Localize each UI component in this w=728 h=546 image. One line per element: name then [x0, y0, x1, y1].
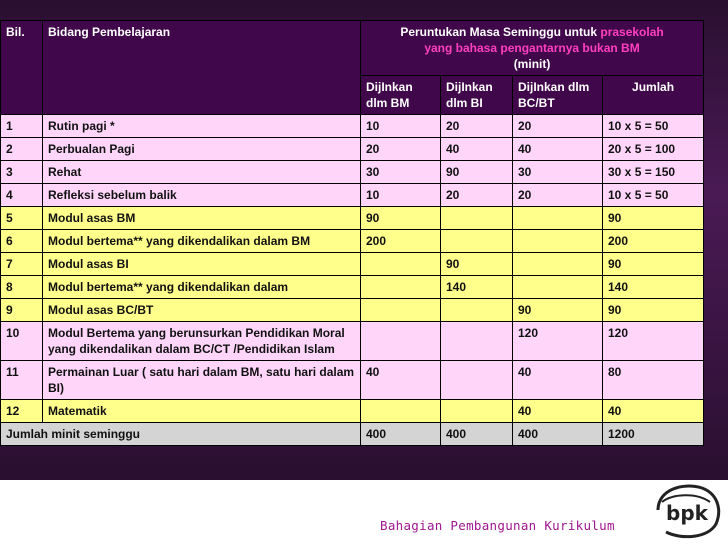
- subheader-bc: DijInkan dlm BC/BT: [513, 76, 603, 115]
- schedule-table: [0, 20, 704, 446]
- table-row: [1, 207, 704, 230]
- cell-bil: 3: [1, 161, 43, 184]
- cell-bm: 10: [361, 184, 441, 207]
- cell-bidang: Rutin pagi *: [43, 115, 361, 138]
- cell-jumlah: 90: [603, 299, 704, 322]
- table-row: [1, 400, 704, 423]
- cell-bc: 120: [513, 322, 603, 361]
- footer-text: Bahagian Pembangunan Kurikulum: [380, 518, 615, 533]
- cell-bc: 30: [513, 161, 603, 184]
- logo-text: bpk: [666, 501, 708, 525]
- subheader-bi: DijInkan dlm BI: [441, 76, 513, 115]
- header-peruntukan: [361, 21, 704, 76]
- cell-bc: 40: [513, 138, 603, 161]
- cell-bm: 20: [361, 138, 441, 161]
- cell-jumlah: 30 x 5 = 150: [603, 161, 704, 184]
- cell-jumlah: 80: [603, 361, 704, 400]
- cell-bidang: Modul bertema** yang dikendalikan dalam: [43, 276, 361, 299]
- cell-bi: 20: [441, 115, 513, 138]
- cell-jumlah: 120: [603, 322, 704, 361]
- table-header-row: [1, 21, 704, 76]
- cell-bidang: Permainan Luar ( satu hari dalam BM, satu hari dalam BI): [43, 361, 361, 400]
- header-peruntukan-prefix: Peruntukan Masa Seminggu untuk: [400, 25, 598, 39]
- table-row: [1, 115, 704, 138]
- cell-jumlah: 10 x 5 = 50: [603, 115, 704, 138]
- cell-jumlah: 90: [603, 253, 704, 276]
- header-peruntukan-bahasa: yang bahasa pengantarnya bukan BM: [424, 41, 640, 55]
- cell-bil: 1: [1, 115, 43, 138]
- cell-bil: 10: [1, 322, 43, 361]
- cell-bc: 40: [513, 361, 603, 400]
- cell-bm: 90: [361, 207, 441, 230]
- table-row: [1, 361, 704, 400]
- cell-bi: 40: [441, 138, 513, 161]
- cell-bi: [441, 361, 513, 400]
- cell-bidang: Matematik: [43, 400, 361, 423]
- cell-bm: 200: [361, 230, 441, 253]
- cell-bil: 9: [1, 299, 43, 322]
- cell-jumlah: 200: [603, 230, 704, 253]
- table-row: [1, 161, 704, 184]
- cell-bidang: Rehat: [43, 161, 361, 184]
- cell-bi: [441, 322, 513, 361]
- subheader-jumlah: Jumlah: [603, 76, 704, 115]
- cell-bi: [441, 230, 513, 253]
- cell-bm: 10: [361, 115, 441, 138]
- cell-bm: [361, 276, 441, 299]
- cell-bi: 20: [441, 184, 513, 207]
- table-row: [1, 299, 704, 322]
- cell-bc: [513, 230, 603, 253]
- cell-bil: 8: [1, 276, 43, 299]
- cell-jumlah: 140: [603, 276, 704, 299]
- subheader-bm: DijInkan dlm BM: [361, 76, 441, 115]
- cell-bil: 11: [1, 361, 43, 400]
- cell-bil: 12: [1, 400, 43, 423]
- cell-bidang: Perbualan Pagi: [43, 138, 361, 161]
- cell-jumlah: 10 x 5 = 50: [603, 184, 704, 207]
- cell-bidang: Modul asas BC/BT: [43, 299, 361, 322]
- cell-bidang: Modul bertema** yang dikendalikan dalam BM: [43, 230, 361, 253]
- table-row: [1, 253, 704, 276]
- cell-bi: [441, 207, 513, 230]
- table-row: [1, 138, 704, 161]
- cell-jumlah: 20 x 5 = 100: [603, 138, 704, 161]
- cell-bidang: Modul asas BI: [43, 253, 361, 276]
- cell-bidang: Modul asas BM: [43, 207, 361, 230]
- table-total-row: [1, 423, 704, 446]
- table-row: [1, 184, 704, 207]
- cell-bm: [361, 400, 441, 423]
- table-row: [1, 230, 704, 253]
- table-row: [1, 322, 704, 361]
- cell-bc: 20: [513, 115, 603, 138]
- cell-bi: 140: [441, 276, 513, 299]
- bpk-logo-icon: [652, 480, 724, 540]
- cell-bm: 40: [361, 361, 441, 400]
- cell-bm: 30: [361, 161, 441, 184]
- cell-bm: [361, 322, 441, 361]
- total-bm: 400: [361, 423, 441, 446]
- cell-bc: 90: [513, 299, 603, 322]
- total-jumlah: 1200: [603, 423, 704, 446]
- cell-jumlah: 90: [603, 207, 704, 230]
- cell-bc: 20: [513, 184, 603, 207]
- cell-bi: 90: [441, 253, 513, 276]
- cell-bil: 6: [1, 230, 43, 253]
- cell-bi: [441, 299, 513, 322]
- cell-bil: 4: [1, 184, 43, 207]
- cell-bidang: Modul Bertema yang berunsurkan Pendidikan Moral yang dikendalikan dalam BC/CT /Pendidikan Islam: [43, 322, 361, 361]
- cell-bidang: Refleksi sebelum balik: [43, 184, 361, 207]
- total-label: Jumlah minit seminggu: [1, 423, 361, 446]
- header-bil: Bil.: [1, 21, 43, 115]
- cell-bi: [441, 400, 513, 423]
- cell-bc: [513, 207, 603, 230]
- cell-bc: 40: [513, 400, 603, 423]
- cell-bm: [361, 299, 441, 322]
- cell-bm: [361, 253, 441, 276]
- cell-bi: 90: [441, 161, 513, 184]
- header-bidang: Bidang Pembelajaran: [43, 21, 361, 115]
- cell-jumlah: 40: [603, 400, 704, 423]
- header-peruntukan-prasekolah: prasekolah: [600, 25, 664, 39]
- cell-bc: [513, 253, 603, 276]
- cell-bil: 2: [1, 138, 43, 161]
- total-bc: 400: [513, 423, 603, 446]
- cell-bil: 5: [1, 207, 43, 230]
- cell-bil: 7: [1, 253, 43, 276]
- total-bi: 400: [441, 423, 513, 446]
- header-peruntukan-unit: (minit): [513, 57, 551, 71]
- table-row: [1, 276, 704, 299]
- cell-bc: [513, 276, 603, 299]
